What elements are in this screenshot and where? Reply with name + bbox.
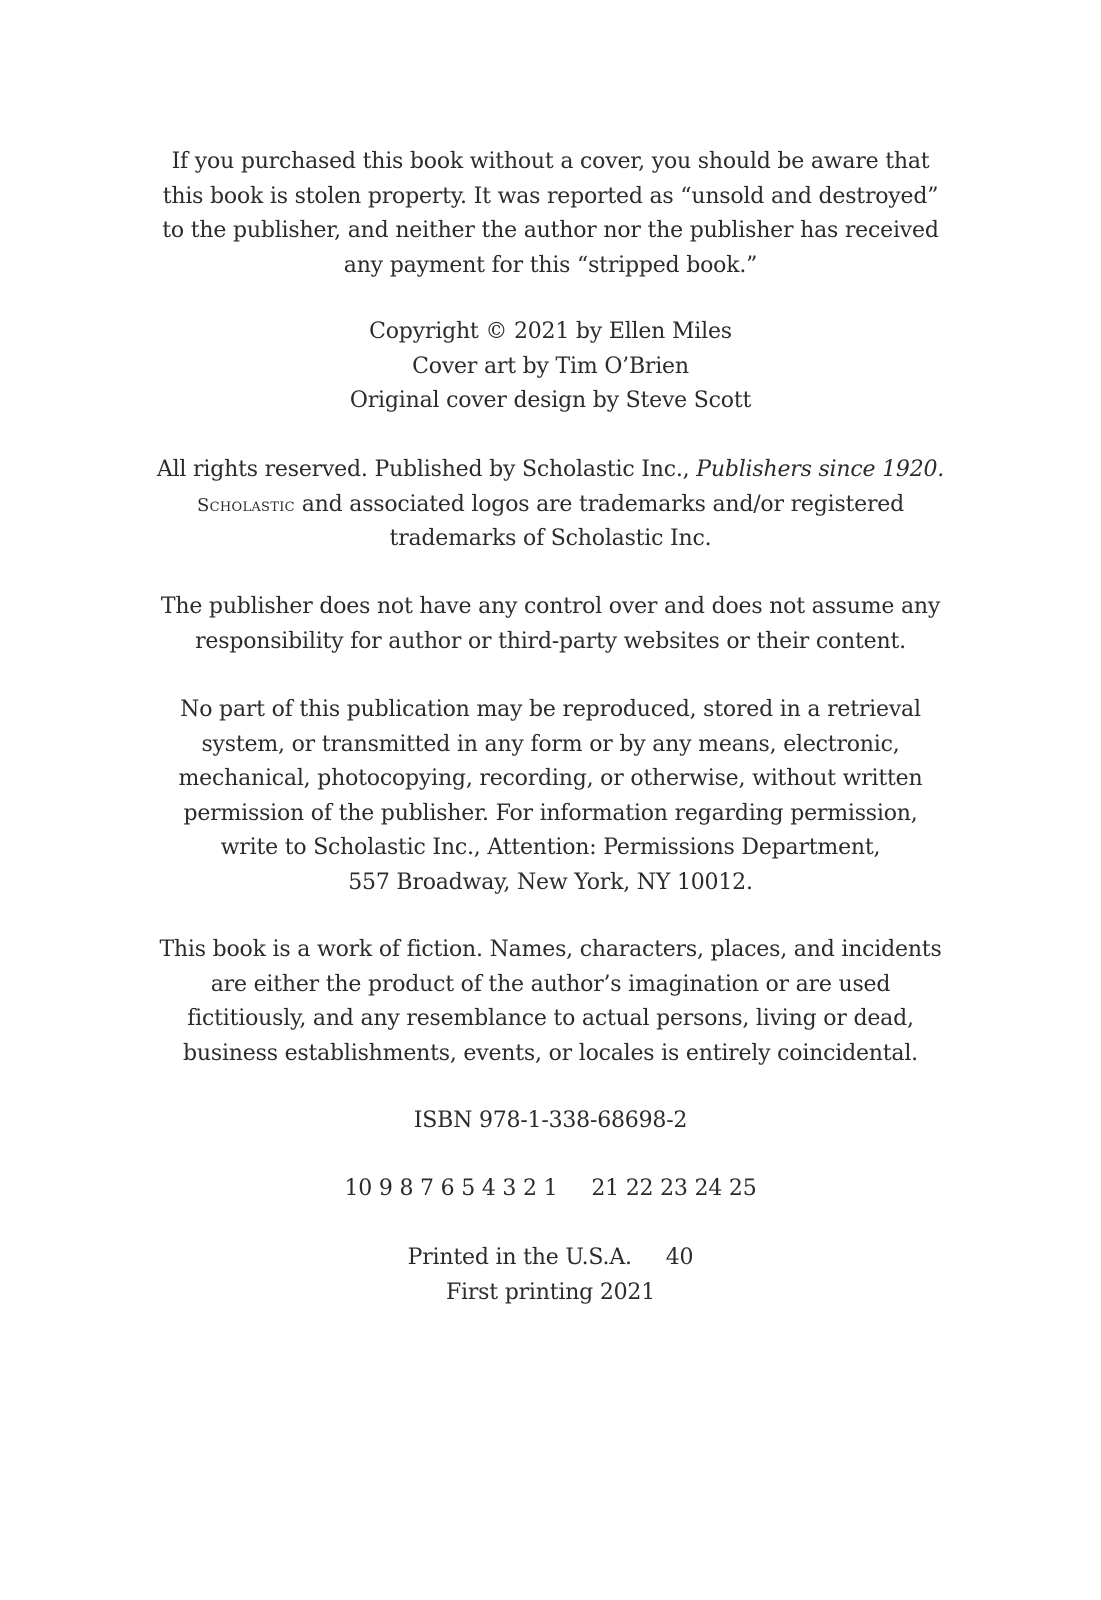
cover-art-credit: Cover art by Tim O’Brien xyxy=(412,353,689,379)
reproduction-line: mechanical, photocopying, recording, or otherwise, without written xyxy=(178,766,923,791)
rights-notice xyxy=(0,453,1101,557)
rights-line xyxy=(0,453,1101,488)
printer-key-block xyxy=(0,1172,1101,1207)
printed-in: Printed in the U.S.A. 40 xyxy=(407,1245,694,1270)
disclaimer-line: The publisher does not have any control over and does not assume any xyxy=(160,594,941,619)
publisher-name-smallcaps: Scholastic xyxy=(196,494,295,516)
notice-line: If you purchased this book without a cover, you should be aware that xyxy=(171,149,930,174)
isbn-block xyxy=(0,1104,1101,1139)
fiction-disclaimer xyxy=(0,933,1101,1071)
notice-line: to the publisher, and neither the author nor the publisher has received xyxy=(162,218,939,243)
notice-line: this book is stolen property. It was reported as “unsold and destroyed” xyxy=(162,183,939,209)
reproduction-line: No part of this publication may be reproduced, stored in a retrieval xyxy=(180,697,921,722)
printer-key: 10 9 8 7 6 5 4 3 2 1 21 22 23 24 25 xyxy=(344,1176,757,1201)
websites-disclaimer xyxy=(0,590,1101,659)
fiction-line: fictitiously, and any resemblance to actual persons, living or dead, xyxy=(187,1006,914,1031)
copyright-line: Copyright © 2021 by Ellen Miles xyxy=(369,319,732,344)
reproduction-line: write to Scholastic Inc., Attention: Permissions Department, xyxy=(220,835,881,860)
credits xyxy=(0,315,1101,419)
fiction-line: This book is a work of fiction. Names, characters, places, and incidents xyxy=(159,937,942,962)
reproduction-line: system, or transmitted in any form or by any means, electronic, xyxy=(201,731,900,757)
trademark-line xyxy=(0,488,1101,523)
printing-info xyxy=(0,1241,1101,1310)
stripped-book-notice xyxy=(0,145,1101,283)
trademark-text: and associated logos are trademarks and/or registered xyxy=(294,491,905,517)
cover-design-credit: Original cover design by Steve Scott xyxy=(349,388,752,413)
rights-text: All rights reserved. Published by Scholastic Inc., xyxy=(156,457,697,482)
trademark-line: trademarks of Scholastic Inc. xyxy=(389,526,712,551)
fiction-line: are either the product of the author’s imagination or are used xyxy=(210,971,891,997)
isbn: ISBN 978-1-338-68698-2 xyxy=(413,1108,688,1133)
first-printing: First printing 2021 xyxy=(445,1279,656,1305)
publisher-tagline: Publishers since 1920. xyxy=(696,457,945,482)
reproduction-line: permission of the publisher. For information regarding permission, xyxy=(183,800,918,826)
notice-line: any payment for this “stripped book.” xyxy=(343,252,758,278)
publisher-address: 557 Broadway, New York, NY 10012. xyxy=(348,869,753,895)
reproduction-notice xyxy=(0,693,1101,900)
disclaimer-line: responsibility for author or third-party websites or their content. xyxy=(195,628,906,654)
fiction-line: business establishments, events, or locales is entirely coincidental. xyxy=(183,1040,918,1066)
